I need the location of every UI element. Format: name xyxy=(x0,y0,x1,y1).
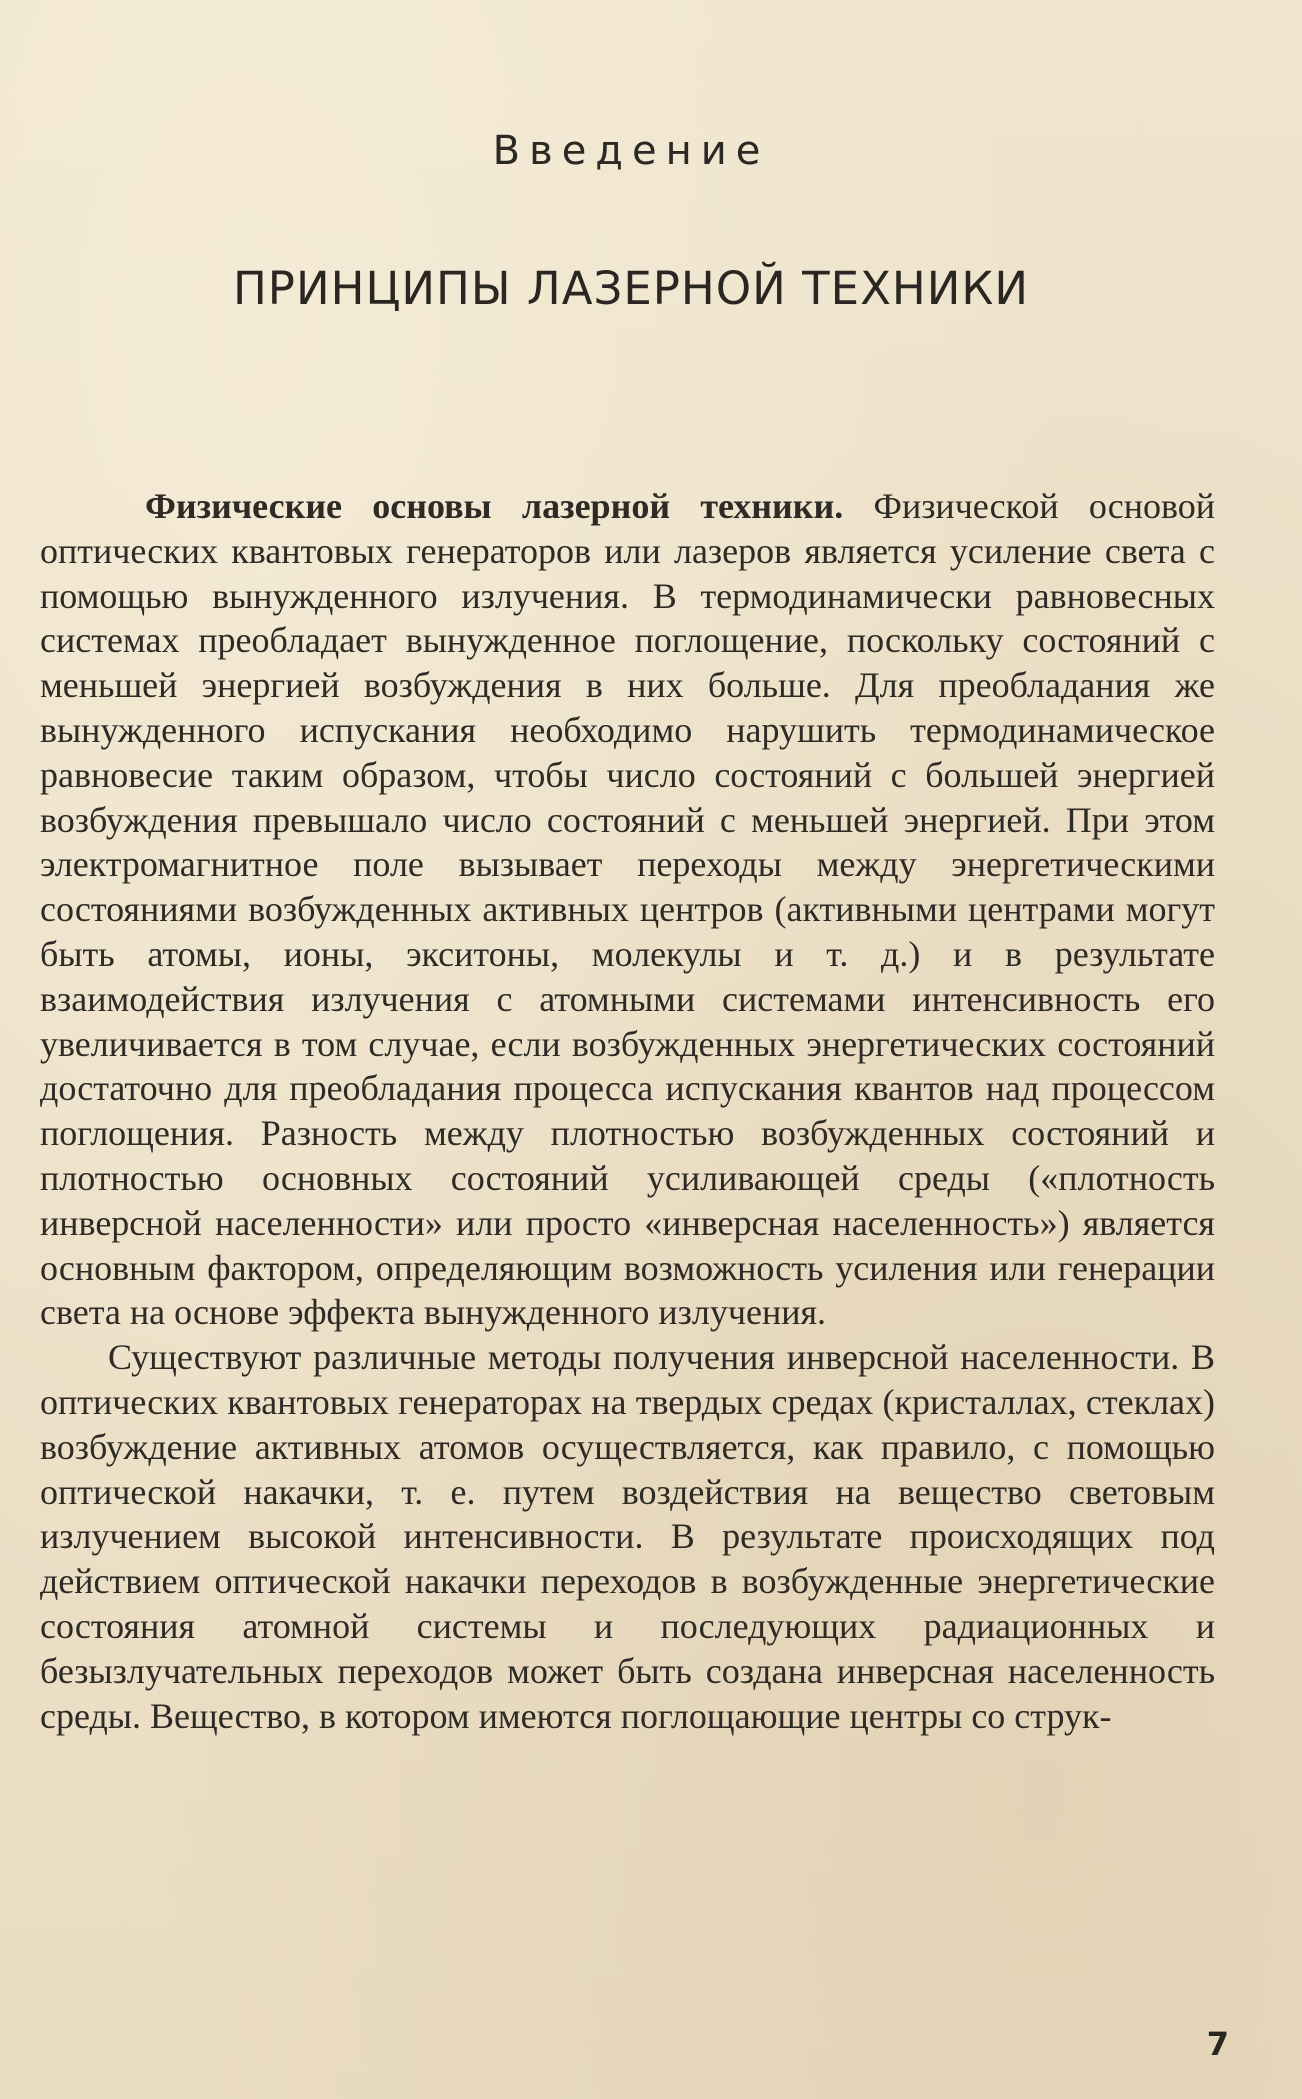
paragraph-physical-basis xyxy=(40,484,1215,1335)
paragraph-2-text: Существуют различные методы получения инверсной населенности. В оптических квантовых генераторах на твердых средах (кристаллах, стеклах) возбуждение активных атомов осуществляется, как правило, с помощью оптической накачки, т. е. путем воздействия на вещество световым излучением высокой интенсивности. В результате происходящих под действием оптической накачки переходов в возбужденные энергетические состояния атомной системы и последующих радиационных и безызлучательных переходов может быть создана инверсная населенность среды. Вещество, в котором имеются поглощающие центры со струк- xyxy=(40,1337,1215,1736)
body-text xyxy=(40,484,1215,1738)
paragraph-1-text: Физической основой оптических квантовых генераторов или лазеров является усиление света с помощью вынужденного излучения. В термодинамически равновесных системах преобладает вынужденное поглощение, поскольку состояний с меньшей энергией возбуждения в них больше. Для преобладания же вынужденного испускания необходимо нарушить термодинамическое равновесие таким образом, чтобы число состояний с большей энергией возбуждения превышало число состояний с меньшей энергией. При этом электромагнитное поле вызывает переходы между энергетическими состояниями возбужденных активных центров (активными центрами могут быть атомы, ионы, экситоны, молекулы и т. д.) и в результате взаимодействия излучения с атомными системами интенсивность его увеличивается в том случае, если возбужденных энергетических состояний достаточно для преобладания процесса испускания квантов над процессом поглощения. Разность между плотностью возбужденных состояний и плотностью основных состояний усиливающей среды («плотность инверсной населенности» или просто «инверсная населенность») является основным фактором, определяющим возможность усиления или генерации света на основе эффекта вынужденного излучения. xyxy=(40,486,1215,1333)
paragraph-inversion-methods xyxy=(40,1335,1215,1738)
page-number: 7 xyxy=(1206,2025,1229,2063)
chapter-title: ПРИНЦИПЫ ЛАЗЕРНОЙ ТЕХНИКИ xyxy=(232,262,1030,315)
chapter-label: Введение xyxy=(492,128,770,174)
run-in-heading: Физические основы лазерной техники. xyxy=(145,486,844,526)
